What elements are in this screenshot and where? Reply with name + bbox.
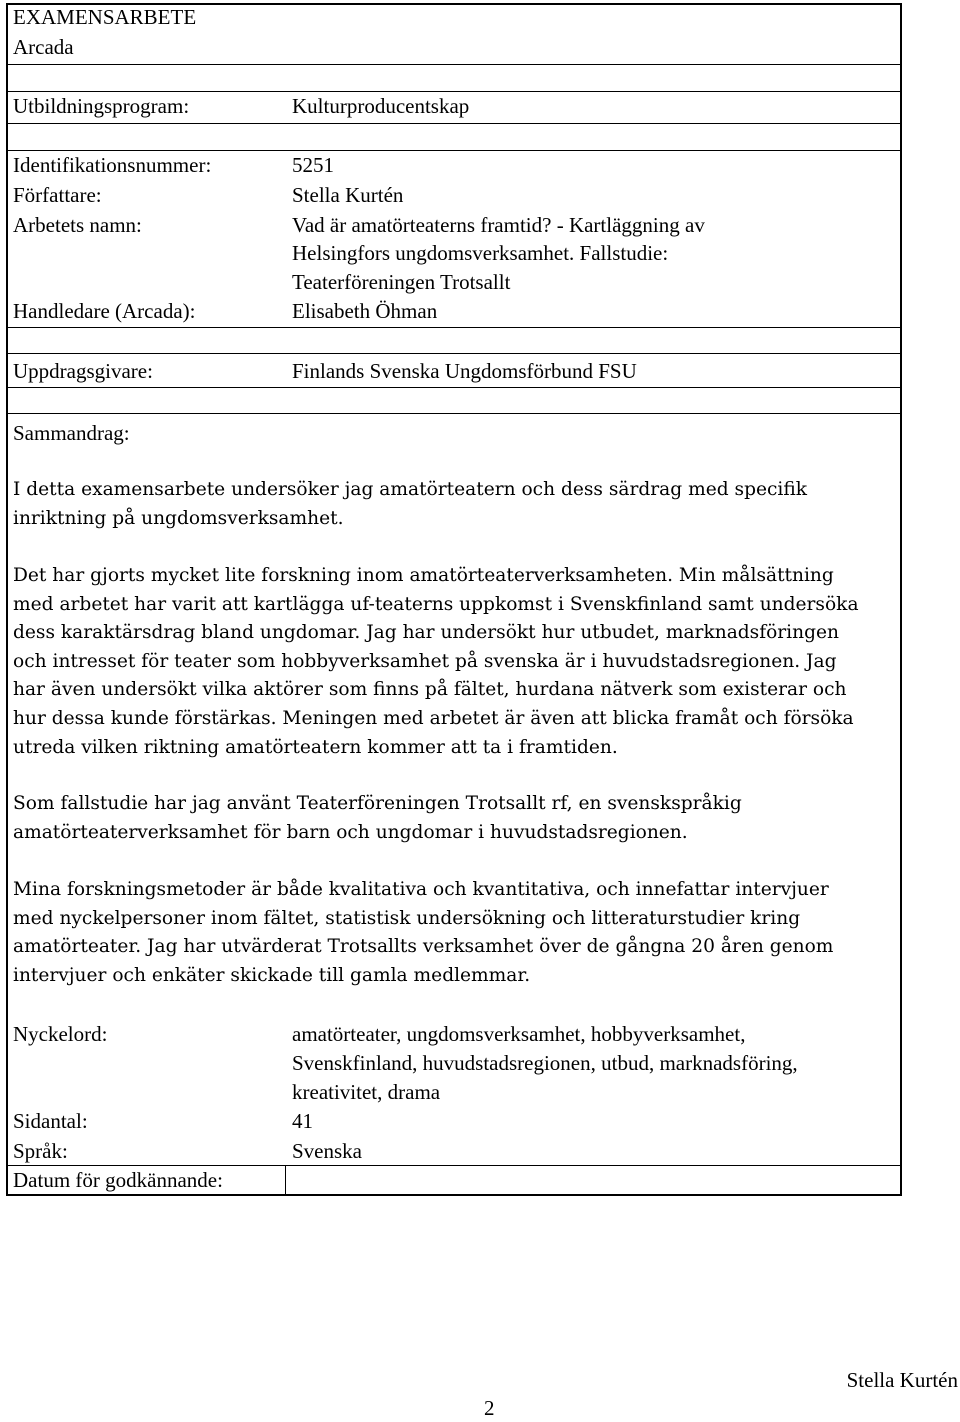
summary-label: Sammandrag: (13, 421, 130, 445)
summary-line: med arbetet har varit att kartlägga uf-teaterns uppkomst i Svenskfinland samt undersöka (13, 593, 859, 615)
page-number: 2 (484, 1396, 495, 1420)
work-title-line: Teaterföreningen Trotsallt (292, 270, 511, 294)
summary-line: hur dessa kunde förstärkas. Meningen med arbetet är även att blicka framåt och försöka (13, 707, 854, 729)
supervisor-value: Elisabeth Öhman (292, 299, 438, 323)
summary-line: I detta examensarbete undersöker jag amatörteatern och dess särdrag med specifik (13, 479, 808, 500)
rule (8, 123, 900, 124)
program-value: Kulturproducentskap (292, 94, 470, 118)
summary-line: har även undersökt vilka aktörer som finns på fältet, hurdana nätverk som existerar och (13, 679, 847, 701)
program-label: Utbildningsprogram: (13, 94, 190, 118)
page-count-value: 41 (292, 1109, 313, 1133)
author-label: Författare: (13, 183, 102, 207)
summary-line: och intresset för teater som hobbyverksamhet på svenska är i huvudstadsregionen. Jag (13, 650, 837, 672)
id-label: Identifikationsnummer: (13, 153, 212, 177)
work-title-line: Vad är amatörteaterns framtid? - Kartläggning av (292, 213, 705, 237)
summary-paragraph (13, 876, 895, 990)
rule (8, 327, 900, 328)
summary-line: utreda vilken riktning amatörteatern kommer att ta i framtiden. (13, 736, 618, 758)
summary-line: intervjuer och enkäter skickade till gamla medlemmar. (13, 964, 531, 986)
cell-divider (285, 1165, 286, 1194)
keywords-line: Svenskfinland, huvudstadsregionen, utbud, marknadsföring, (292, 1051, 798, 1075)
summary-line: Som fallstudie har jag använt Teaterföreningen Trotsallt rf, en svenskspråkig (13, 793, 742, 814)
language-label: Språk: (13, 1139, 68, 1163)
page-count-label: Sidantal: (13, 1109, 88, 1133)
footer-author: Stella Kurtén (846, 1368, 958, 1392)
id-value: 5251 (292, 153, 334, 177)
summary-line: amatörteater. Jag har utvärderat Trotsallts verksamhet över de gångna 20 åren genom (13, 936, 834, 958)
work-title-label: Arbetets namn: (13, 213, 142, 237)
work-title-line: Helsingfors ungdomsverksamhet. Fallstudie: (292, 241, 669, 265)
rule (8, 413, 900, 414)
rule (8, 387, 900, 388)
summary-paragraph (13, 790, 895, 847)
summary-line: inriktning på ungdomsverksamhet. (13, 507, 344, 529)
institution: Arcada (13, 35, 74, 59)
commissioner-label: Uppdragsgivare: (13, 359, 153, 383)
keywords-line: amatörteater, ungdomsverksamhet, hobbyverksamhet, (292, 1022, 746, 1046)
summary-paragraph (13, 476, 895, 533)
rule (8, 353, 900, 354)
language-value: Svenska (292, 1139, 362, 1163)
summary-line: dess karaktärsdrag bland ungdomar. Jag har undersökt hur utbudet, marknadsföringen (13, 622, 839, 644)
commissioner-value: Finlands Svenska Ungdomsförbund FSU (292, 359, 637, 383)
summary-line: amatörteaterverksamhet för barn och ungdomar i huvudstadsregionen. (13, 821, 688, 843)
summary-line: Mina forskningsmetoder är både kvalitativa och kvantitativa, och innefattar intervjuer (13, 879, 829, 900)
summary-paragraph (13, 562, 895, 762)
keywords-label: Nyckelord: (13, 1022, 108, 1046)
summary-line: Det har gjorts mycket lite forskning inom amatörteaterverksamheten. Min målsättning (13, 565, 834, 586)
keywords-line: kreativitet, drama (292, 1080, 441, 1104)
author-value: Stella Kurtén (292, 183, 404, 207)
document-type: EXAMENSARBETE (13, 5, 197, 29)
supervisor-label: Handledare (Arcada): (13, 299, 196, 323)
rule (8, 64, 900, 65)
approval-date-label: Datum för godkännande: (13, 1168, 223, 1192)
summary-line: med nyckelpersoner inom fältet, statistisk undersökning och litteraturstudier kring (13, 907, 801, 929)
